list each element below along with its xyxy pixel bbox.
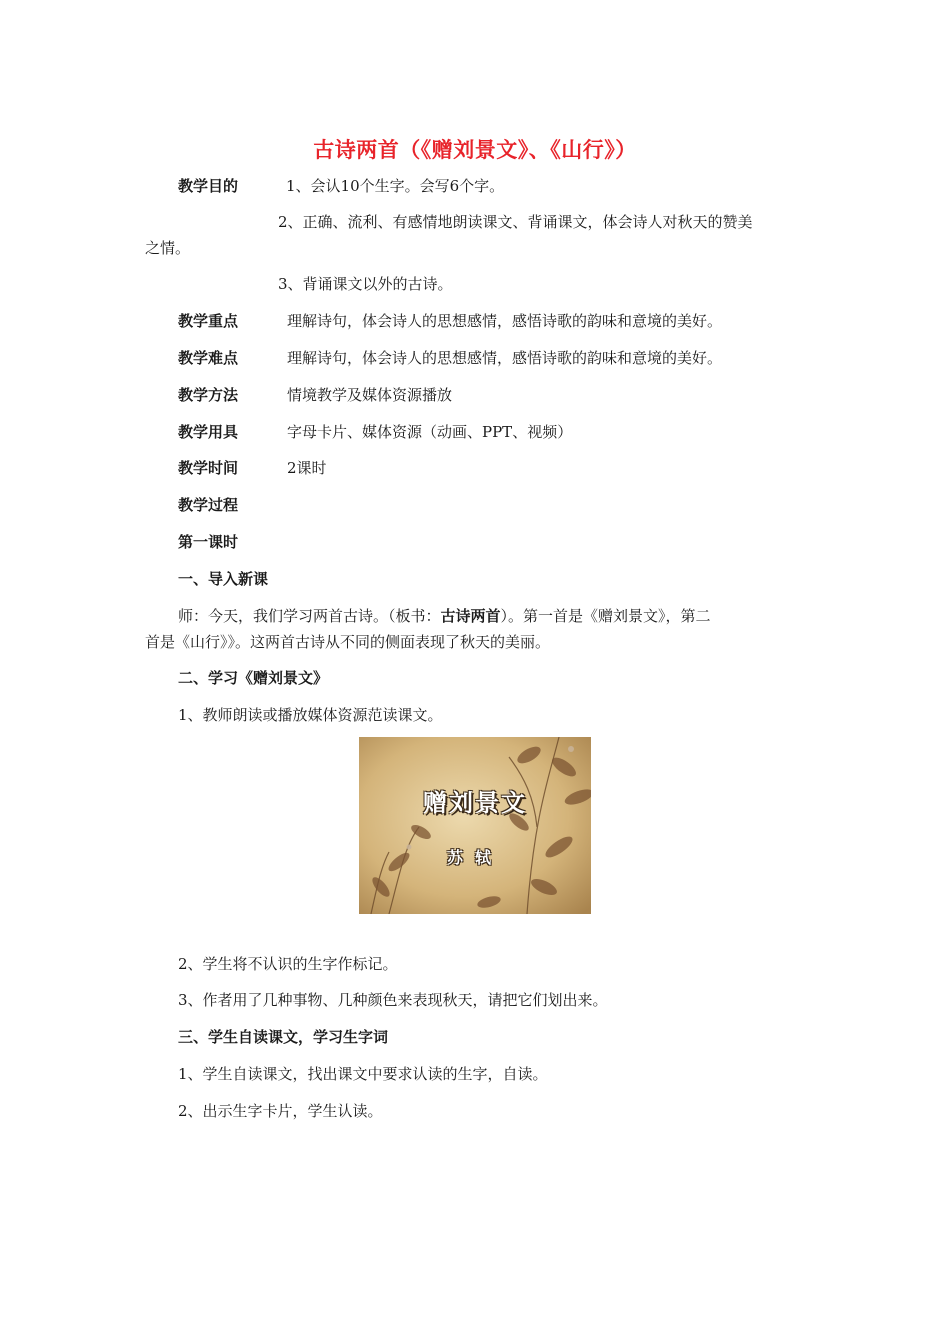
section-1-heading: 一、导入新课 xyxy=(178,570,269,588)
objective-3: 3、背诵课文以外的古诗。 xyxy=(278,275,453,293)
poem-image-art xyxy=(359,737,591,914)
section-3-heading: 三、学生自读课文，学习生字词 xyxy=(178,1028,389,1046)
tools-label: 教学用具 xyxy=(178,423,239,441)
section-3-item-1: 1、学生自读课文，找出课文中要求认读的生字，自读。 xyxy=(178,1065,548,1083)
objective-2: 2、正确、流利、有感情地朗读课文、背诵课文，体会诗人对秋天的赞美 xyxy=(278,213,753,231)
blackboard-text: 古诗两首 xyxy=(440,607,501,625)
objectives-label: 教学目的 xyxy=(178,177,239,195)
section-1-paragraph-line-1 xyxy=(178,605,711,627)
section-3-item-2: 2、出示生字卡片，学生认读。 xyxy=(178,1102,383,1120)
key-points-text: 理解诗句，体会诗人的思想感情，感悟诗歌的韵味和意境的美好。 xyxy=(287,312,723,330)
lesson-1-heading: 第一课时 xyxy=(178,533,239,551)
time-row xyxy=(178,457,327,479)
difficulties-row xyxy=(178,347,722,369)
objective-2-cont: 之情。 xyxy=(145,239,191,257)
key-points-label: 教学重点 xyxy=(178,312,239,330)
objectives-row xyxy=(178,175,504,197)
paragraph-text: ）。第一首是《赠刘景文》，第二 xyxy=(500,607,711,625)
difficulties-label: 教学难点 xyxy=(178,349,239,367)
method-text: 情境教学及媒体资源播放 xyxy=(287,386,453,404)
process-label: 教学过程 xyxy=(178,496,239,514)
tools-row xyxy=(178,421,572,443)
method-label: 教学方法 xyxy=(178,386,239,404)
image-poem-title: 赠刘景文 xyxy=(423,789,527,817)
key-points-row xyxy=(178,310,722,332)
section-1-paragraph-line-2: 首是《山行》》。这两首古诗从不同的侧面表现了秋天的美丽。 xyxy=(145,633,551,651)
document-title: 古诗两首（《赠刘景文》、《山行》） xyxy=(313,137,637,162)
section-2-item-1: 1、教师朗读或播放媒体资源范读课文。 xyxy=(178,706,443,724)
time-text: 2课时 xyxy=(287,459,327,477)
time-label: 教学时间 xyxy=(178,459,239,477)
tools-text: 字母卡片、媒体资源（动画、PPT、视频） xyxy=(287,423,573,441)
difficulties-text: 理解诗句，体会诗人的思想感情，感悟诗歌的韵味和意境的美好。 xyxy=(287,349,723,367)
objective-1: 1、会认10个生字。会写6个字。 xyxy=(286,177,505,195)
section-2-heading: 二、学习《赠刘景文》 xyxy=(178,669,329,687)
method-row xyxy=(178,384,452,406)
section-2-item-2: 2、学生将不认识的生字作标记。 xyxy=(178,955,398,973)
poem-title-image xyxy=(359,737,591,914)
paragraph-text: 师：今天，我们学习两首古诗。（板书： xyxy=(178,607,441,625)
image-poem-author: 苏轼 xyxy=(446,848,503,867)
section-2-item-3: 3、作者用了几种事物、几种颜色来表现秋天，请把它们划出来。 xyxy=(178,991,608,1009)
